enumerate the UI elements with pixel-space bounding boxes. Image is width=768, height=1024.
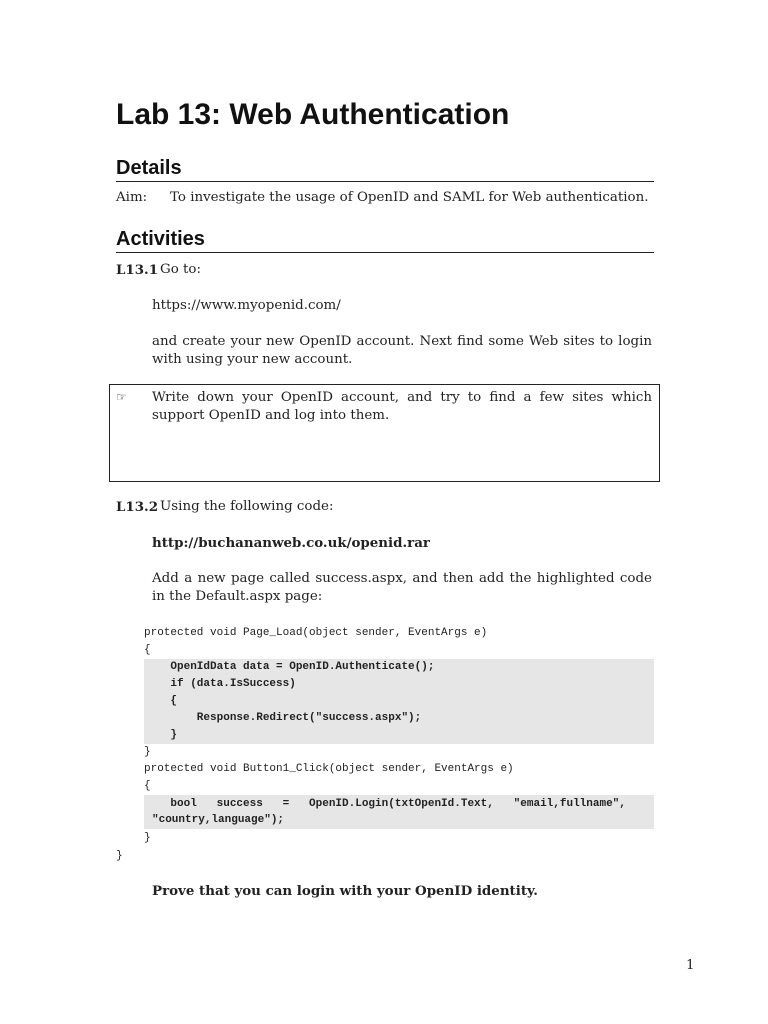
- l13-1-paragraph: and create your new OpenID account. Next find some Web sites to login with using your new account.: [152, 334, 652, 367]
- code-line: }: [144, 746, 151, 758]
- openid-rar-link[interactable]: http://buchananweb.co.uk/openid.rar: [152, 535, 430, 551]
- details-rule: [116, 181, 654, 182]
- code-line-highlighted: OpenIdData data = OpenID.Authenticate();: [144, 661, 435, 673]
- activities-rule: [116, 252, 654, 253]
- activity-label-l13-2: L13.2: [116, 499, 159, 515]
- pointing-hand-icon: ☞: [116, 390, 127, 404]
- l13-2-paragraph: Add a new page called success.aspx, and then add the highlighted code in the Default.aspx page:: [152, 571, 652, 604]
- page-number: 1: [686, 958, 695, 973]
- code-line: {: [144, 644, 151, 656]
- code-line-highlighted: {: [144, 695, 178, 707]
- activity-label-l13-1: L13.1: [116, 262, 159, 278]
- aim-text: To investigate the usage of OpenID and SAML for Web authentication.: [170, 190, 649, 205]
- code-line: protected void Page_Load(object sender, EventArgs e): [144, 627, 488, 639]
- code-line: {: [144, 780, 151, 792]
- code-line-highlighted: if (data.IsSuccess): [144, 678, 296, 690]
- code-line: }: [144, 832, 151, 844]
- myopenid-url: https://www.myopenid.com/: [152, 298, 341, 313]
- code-line-highlighted: }: [144, 729, 178, 741]
- code-line-highlighted: bool success = OpenID.Login(txtOpenId.Text, "email,fullname",: [144, 798, 626, 810]
- code-line-highlighted: "country,language");: [152, 814, 285, 826]
- details-heading: Details: [116, 157, 182, 179]
- page-title: Lab 13: Web Authentication: [116, 98, 510, 131]
- code-line: protected void Button1_Click(object sender, EventArgs e): [144, 763, 514, 775]
- code-line: }: [116, 850, 123, 862]
- code-line-highlighted: Response.Redirect("success.aspx");: [144, 712, 422, 724]
- activity-intro-l13-1: Go to:: [160, 262, 201, 277]
- closing-instruction: Prove that you can login with your OpenID identity.: [152, 883, 538, 899]
- aim-label: Aim:: [116, 190, 148, 205]
- note-text: Write down your OpenID account, and try to find a few sites which support OpenID and log into them.: [152, 390, 652, 423]
- activity-intro-l13-2: Using the following code:: [160, 499, 334, 514]
- activities-heading: Activities: [116, 228, 205, 250]
